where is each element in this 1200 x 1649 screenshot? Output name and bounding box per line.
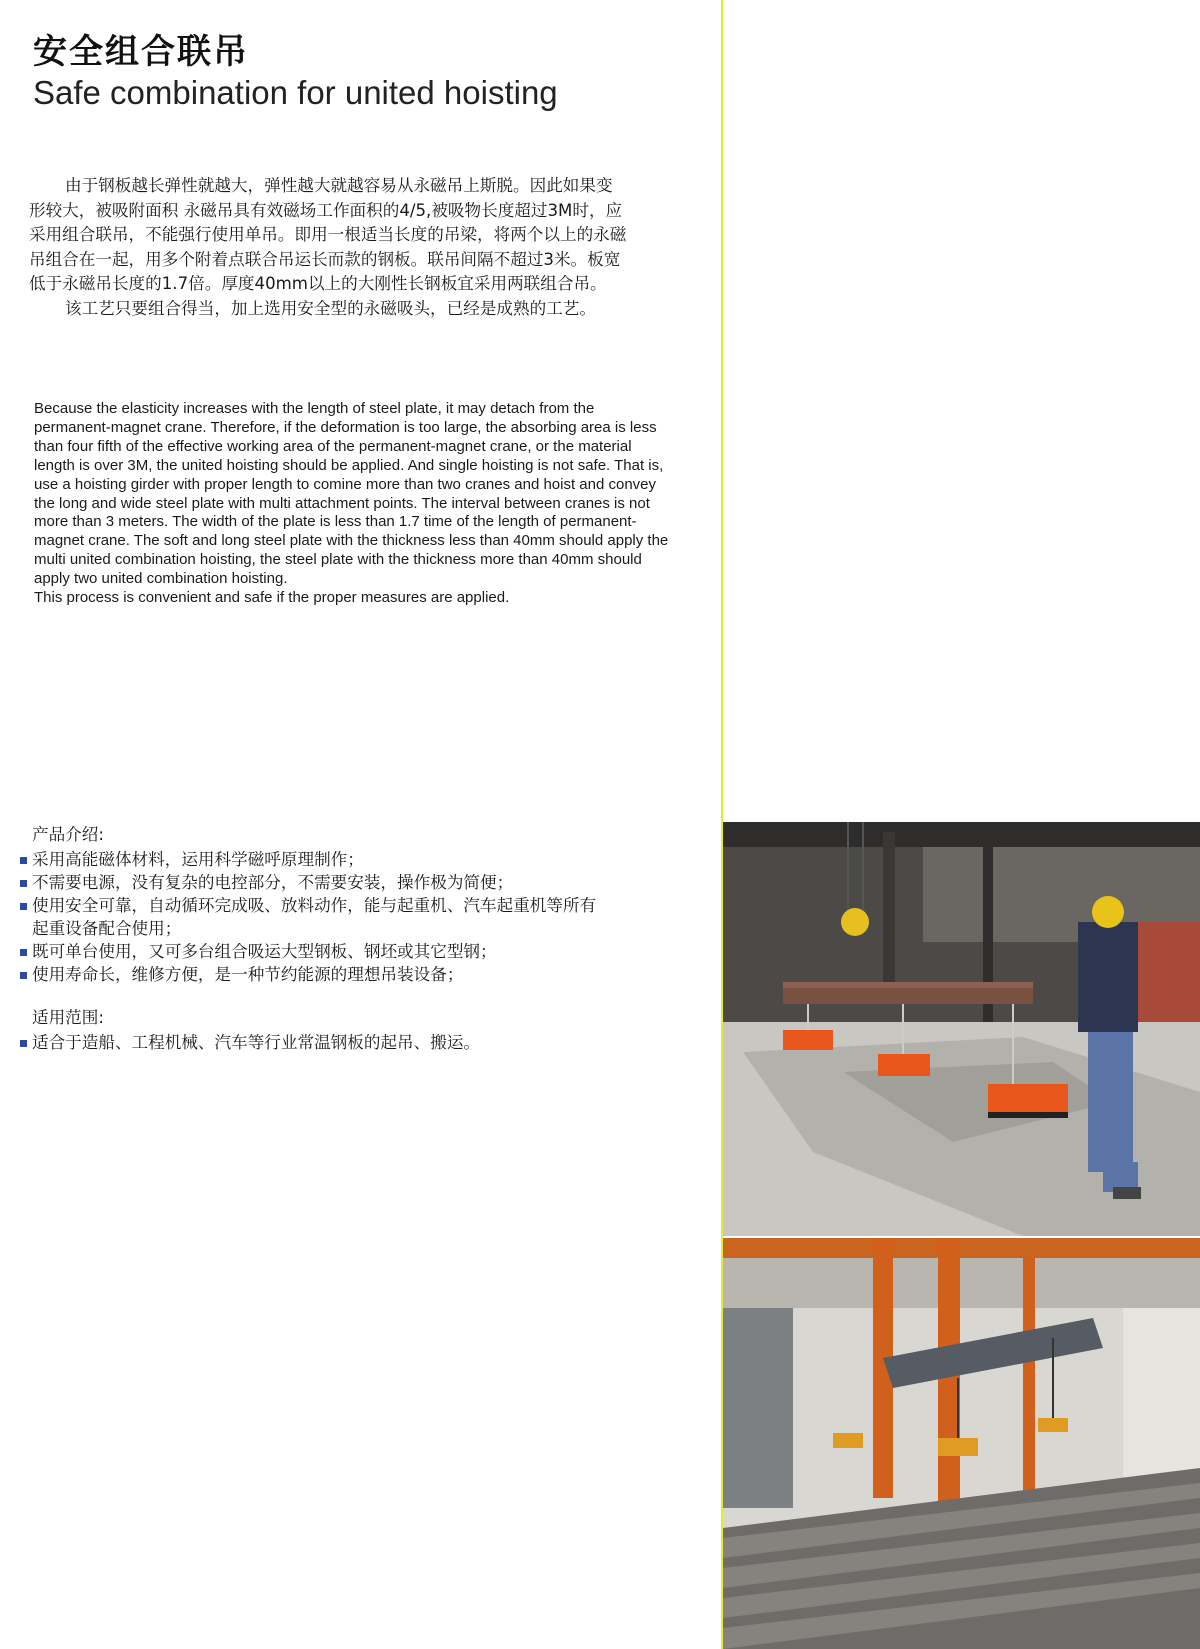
photo-gantry-hoisting bbox=[723, 1238, 1200, 1649]
photo-worker-united-hoisting bbox=[723, 822, 1200, 1236]
list-item: 不需要电源，没有复杂的电控部分，不需要安装，操作极为简便； bbox=[20, 871, 660, 894]
english-description: Because the elasticity increases with the length of steel plate, it may detach from the permanent-magnet crane. Therefore, if the deformation is too large, the absorbing area is less than four fifth of the effective working area of the permanent-magnet crane, or the material length is over 3M, the united hoisting should be applied. And single hoisting is not safe. That is, use a hoisting girder with proper length to comine more than two cranes and hoist and convey the long and wide steel plate with multi attachment points. The interval between cranes is not more than 3 meters. The width of the plate is less than 1.7 time of the length of permanent-magnet crane. The soft and long steel plate with the thickness less than 40mm should apply the multi united combination hoisting, the steel plate with the thickness more than 40mm should apply two united combination hoisting. This process is convenient and safe if the proper measures are applied. bbox=[34, 400, 669, 607]
product-intro-list bbox=[20, 848, 660, 986]
chinese-description bbox=[29, 174, 629, 321]
product-intro-section bbox=[20, 823, 660, 986]
application-list bbox=[20, 1031, 660, 1054]
chinese-paragraph: 由于钢板越长弹性就越大，弹性越大就越容易从永磁吊上斯脱。因此如果变形较大，被吸附面积 永磁吊具有效磁场工作面积的4/5,被吸物长度超过3M时，应采用组合联吊，不能强行使用单吊。即用一根适当长度的吊梁，将两个以上的永磁吊组合在一起，用多个附着点联合吊运长而款的钢板。联吊间隔不超过3米。板宽低于永磁吊长度的1.7倍。厚度40mm以上的大刚性长钢板宜采用两联组合吊。 bbox=[29, 176, 627, 293]
chinese-paragraph: 该工艺只要组合得当，加上选用安全型的永磁吸头，已经是成熟的工艺。 bbox=[65, 298, 596, 318]
application-section bbox=[20, 1006, 660, 1054]
list-item: 既可单台使用，又可多台组合吸运大型钢板、钢坯或其它型钢； bbox=[20, 940, 660, 963]
workshop-photo-1 bbox=[723, 822, 1200, 1236]
list-item: 使用寿命长，维修方便，是一种节约能源的理想吊装设备； bbox=[20, 963, 660, 986]
application-heading: 适用范围: bbox=[32, 1008, 104, 1027]
workshop-photo-2 bbox=[723, 1238, 1200, 1649]
list-item: 适合于造船、工程机械、汽车等行业常温钢板的起吊、搬运。 bbox=[20, 1031, 660, 1054]
list-item: 采用高能磁体材料，运用科学磁呼原理制作； bbox=[20, 848, 660, 871]
page-title-chinese: 安全组合联吊 bbox=[33, 32, 249, 72]
page-title-english: Safe combination for united hoisting bbox=[33, 74, 558, 111]
product-intro-heading: 产品介绍: bbox=[32, 825, 104, 844]
list-item: 使用安全可靠，自动循环完成吸、放料动作，能与起重机、汽车起重机等所有起重设备配合使用； bbox=[20, 894, 660, 940]
